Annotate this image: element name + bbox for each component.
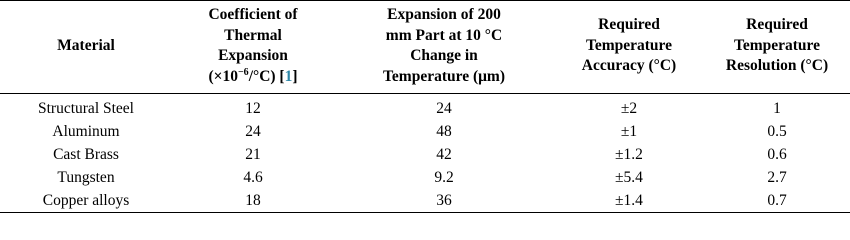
cell-cte: 12 — [245, 100, 261, 117]
cell-material: Aluminum — [52, 123, 120, 140]
table-row — [0, 189, 850, 213]
header-expansion — [334, 1, 554, 94]
cell-accuracy: ±2 — [620, 100, 638, 117]
cell-resolution: 0.7 — [767, 192, 787, 209]
cell-expansion: 9.2 — [434, 169, 454, 186]
header-cte-unit-close: ] — [292, 67, 298, 85]
header-expansion-line3: Change in — [410, 47, 478, 64]
cell-material: Copper alloys — [42, 192, 130, 209]
header-cte-line1: Coefficient of — [208, 6, 298, 23]
cell-expansion: 48 — [436, 123, 452, 140]
header-resolution-line3: Resolution (°C) — [725, 57, 829, 75]
cell-cte: 18 — [245, 192, 261, 209]
header-material-label: Material — [57, 36, 115, 54]
cell-expansion: 24 — [436, 100, 452, 117]
header-accuracy-line1: Required — [598, 16, 660, 34]
table-header — [0, 1, 850, 94]
table-row — [0, 120, 850, 143]
cell-material: Structural Steel — [38, 100, 134, 117]
cell-cte: 24 — [245, 123, 261, 140]
cell-expansion: 42 — [436, 146, 452, 163]
cell-cte: 21 — [245, 146, 261, 163]
header-row — [0, 1, 850, 94]
header-cte-line2: Thermal — [224, 26, 282, 44]
cell-resolution: 1 — [773, 100, 781, 117]
header-cte-unit-prefix: (×10 — [208, 67, 238, 85]
cell-material: Tungsten — [57, 169, 115, 186]
cell-cte: 4.6 — [243, 169, 263, 186]
table-body — [0, 94, 850, 213]
cell-accuracy: ±1 — [620, 123, 638, 140]
header-expansion-line2: mm Part at 10 °C — [385, 26, 503, 44]
cell-accuracy: ±1.4 — [615, 192, 643, 209]
header-accuracy-line3: Accuracy (°C) — [581, 57, 677, 75]
cell-resolution: 0.5 — [767, 123, 787, 140]
header-cte-line3: Expansion — [218, 47, 288, 64]
header-accuracy-line2: Temperature — [585, 36, 673, 54]
citation-link[interactable]: 1 — [284, 67, 293, 85]
cell-resolution: 0.6 — [767, 146, 787, 163]
cell-expansion: 36 — [436, 192, 452, 209]
header-resolution-line1: Required — [746, 16, 808, 34]
table-row — [0, 94, 850, 121]
table-row — [0, 166, 850, 189]
cell-material: Cast Brass — [53, 146, 119, 163]
cell-accuracy: ±5.4 — [615, 169, 643, 186]
header-resolution — [704, 1, 850, 94]
header-cte-unit-suffix: /°C) [ — [248, 67, 285, 85]
header-cte-unit-exponent: −6 — [237, 66, 249, 78]
header-accuracy — [554, 1, 704, 94]
header-cte — [172, 1, 334, 94]
cell-accuracy: ±1.2 — [615, 146, 643, 163]
header-resolution-line2: Temperature — [733, 36, 821, 54]
cell-resolution: 2.7 — [767, 169, 787, 186]
header-expansion-line1: Expansion of 200 — [387, 6, 501, 23]
header-material — [0, 1, 172, 94]
header-expansion-line4: Temperature (μm) — [383, 67, 505, 85]
table-row — [0, 143, 850, 166]
